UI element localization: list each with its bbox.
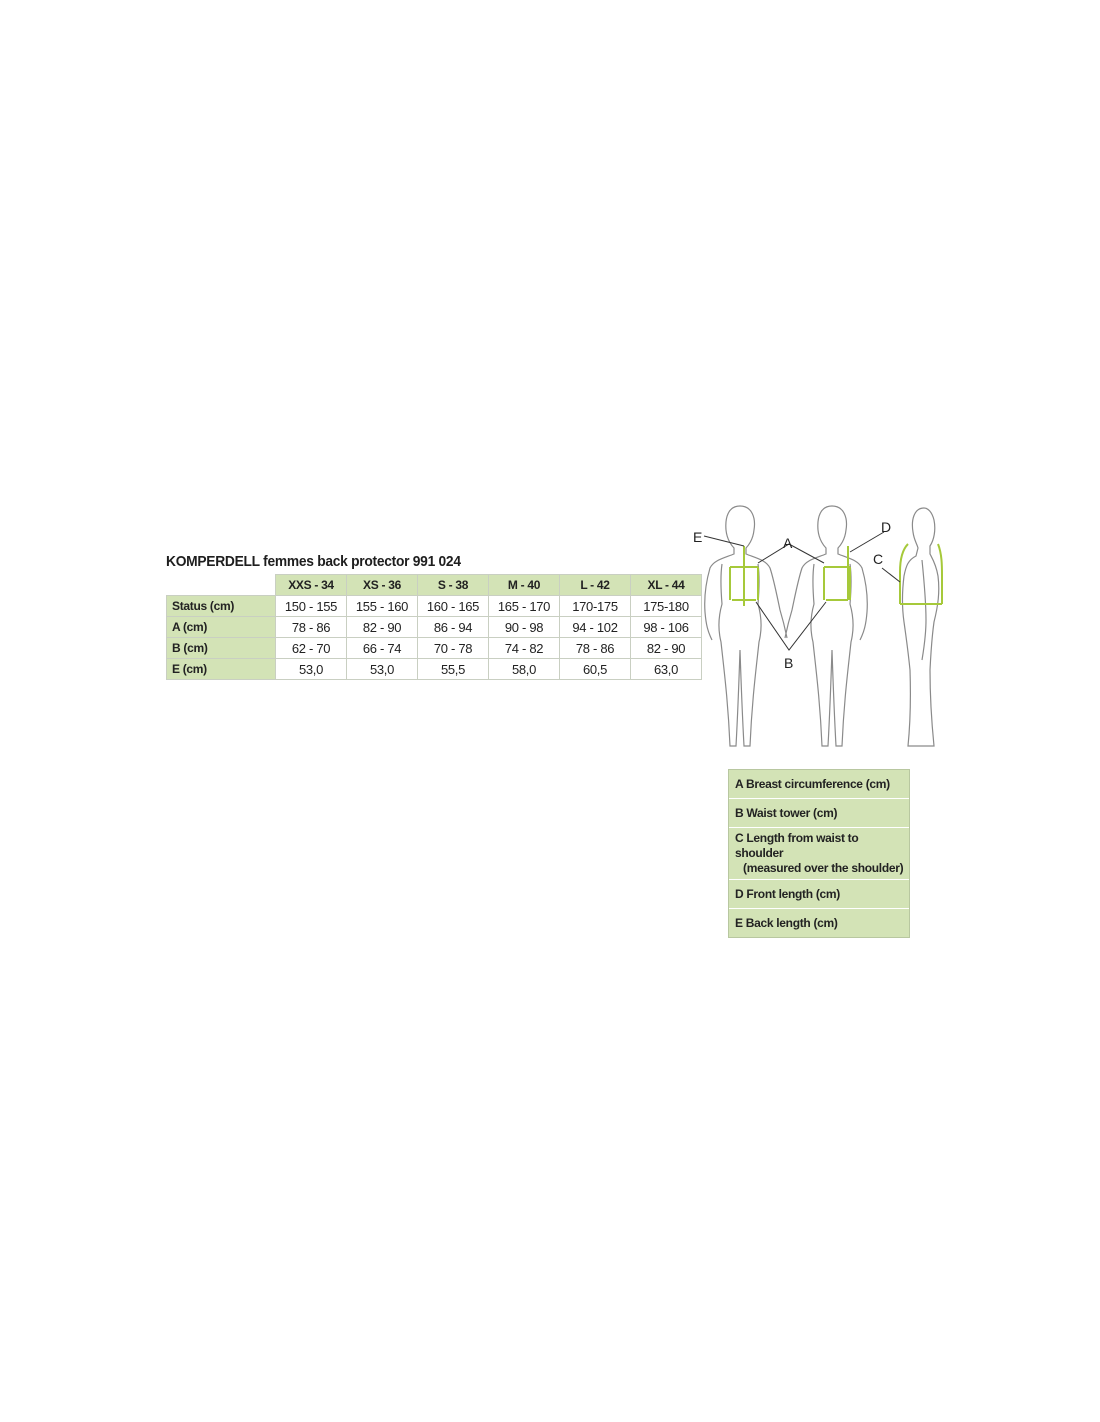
table-cell: 155 - 160 [347,596,418,617]
table-cell: 62 - 70 [276,638,347,659]
legend-item-a: A Breast circumference (cm) [729,770,909,799]
table-row [167,596,702,617]
legend-item-c [729,828,909,880]
table-cell: 66 - 74 [347,638,418,659]
row-header: E (cm) [167,659,276,680]
table-cell: 60,5 [560,659,631,680]
size-column-header: XS - 36 [347,575,418,596]
pointer-line-b [756,602,826,650]
label-b: B [784,655,794,671]
front-figure-outline [705,506,787,746]
side-figure-outline [903,508,939,746]
table-cell: 94 - 102 [560,617,631,638]
table-cell: 82 - 90 [347,617,418,638]
table-cell: 175-180 [631,596,702,617]
pointer-line-d [850,532,884,552]
table-cell: 98 - 106 [631,617,702,638]
size-column-header: L - 42 [560,575,631,596]
table-cell: 55,5 [418,659,489,680]
size-column-header: XXS - 34 [276,575,347,596]
table-cell: 86 - 94 [418,617,489,638]
row-header: B (cm) [167,638,276,659]
table-cell: 74 - 82 [489,638,560,659]
row-header: Status (cm) [167,596,276,617]
table-row [167,638,702,659]
legend-item-d: D Front length (cm) [729,880,909,909]
table-cell: 63,0 [631,659,702,680]
table-cell: 78 - 86 [276,617,347,638]
legend-item-b: B Waist tower (cm) [729,799,909,828]
side-figure-arm [922,560,926,660]
table-cell: 53,0 [276,659,347,680]
size-column-header: XL - 44 [631,575,702,596]
table-cell: 70 - 78 [418,638,489,659]
measure-line-side-a [730,567,850,600]
measure-line-c [900,544,942,604]
pointer-line-c [882,568,900,582]
table-cell: 82 - 90 [631,638,702,659]
table-cell: 78 - 86 [560,638,631,659]
legend-item-c-line2: (measured over the shoulder) [743,861,904,875]
legend-item-e: E Back length (cm) [735,916,838,930]
table-cell: 150 - 155 [276,596,347,617]
table-cell: 170-175 [560,596,631,617]
label-e: E [693,529,703,545]
size-column-header: S - 38 [418,575,489,596]
table-cell: 90 - 98 [489,617,560,638]
legend-item-c-line1: C Length from waist to shoulder [735,831,859,860]
table-cell: 58,0 [489,659,560,680]
pointer-line-e [704,536,744,546]
front-figure-outline [785,506,867,746]
chart-title: KOMPERDELL femmes back protector 991 024 [166,553,461,570]
label-d: D [881,519,892,535]
label-a: A [783,535,793,551]
size-column-header: M - 40 [489,575,560,596]
row-header: A (cm) [167,617,276,638]
table-row [167,617,702,638]
table-header-row [167,575,702,596]
measurement-legend [728,769,910,938]
table-cell: 160 - 165 [418,596,489,617]
label-c: C [873,551,884,567]
size-table [166,574,702,680]
body-measurement-diagram [688,500,948,752]
table-cell: 53,0 [347,659,418,680]
table-cell: 165 - 170 [489,596,560,617]
table-row [167,659,702,680]
table-corner-cell [167,575,276,596]
